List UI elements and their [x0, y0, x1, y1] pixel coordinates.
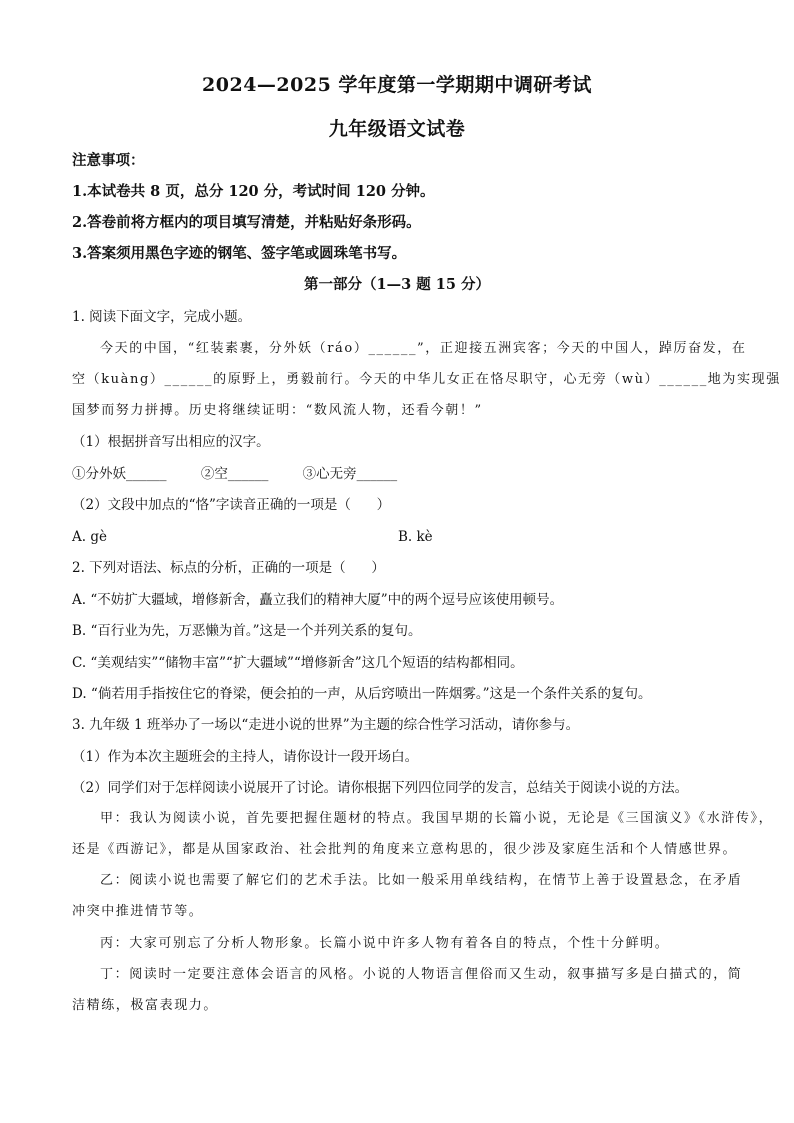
q3-stem: 3. 九年级 1 班举办了一场以“走进小说的世界”为主题的综合性学习活动，请你参与。 [72, 717, 580, 733]
q3-bing-line: 丙：大家可别忘了分析人物形象。长篇小说中许多人物有着各自的特点，个性十分鲜明。 [100, 936, 670, 951]
q3-jia-line-2: 还是《西游记》，都是从国家政治、社会批判的角度来立意构思的，很少涉及家庭生活和个人情感世界。 [72, 842, 738, 857]
q2-option-d: D. “倘若用手指按住它的脊梁，便会拍的一声，从后窍喷出一阵烟雾。”这是一个条件关系的复句。 [72, 686, 652, 702]
q3-ding-line-2: 洁精练，极富表现力。 [72, 998, 219, 1013]
q3-sub2: （2）同学们对于怎样阅读小说展开了讨论。请你根据下列四位同学的发言，总结关于阅读小说的方法。 [72, 780, 689, 796]
notice-item-2: 2.答卷前将方框内的项目填写清楚，并粘贴好条形码。 [72, 214, 421, 231]
q1-sub2: （2）文段中加点的“恪”字读音正确的一项是（ ） [72, 497, 391, 513]
q3-yi-line-2: 冲突中推进情节等。 [72, 904, 204, 919]
exam-subtitle: 九年级语文试卷 [328, 118, 466, 140]
q1-option-a: A. gè [72, 529, 107, 545]
q1-passage-line-1: 今天的中国，“红装素裹，分外妖（ráo）______”，正迎接五洲宾客；今天的中国人，踔厉奋发，在 [100, 341, 747, 356]
q1-stem: 1. 阅读下面文字，完成小题。 [72, 309, 252, 325]
notice-item-1: 1.本试卷共 8 页，总分 120 分，考试时间 120 分钟。 [72, 183, 435, 200]
notice-heading: 注意事项： [72, 152, 145, 169]
q1-option-b: B. kè [398, 529, 433, 545]
q3-yi-line-1: 乙：阅读小说也需要了解它们的艺术手法。比如一般采用单线结构，在情节上善于设置悬念，在矛盾 [100, 873, 743, 888]
q3-ding-line-1: 丁：阅读时一定要注意体会语言的风格。小说的人物语言俚俗而又生动，叙事描写多是白描式的，简 [100, 967, 743, 982]
q1-passage-line-3: 国梦而努力拼搏。历史将继续证明：“数风流人物，还看今朝！” [72, 403, 483, 418]
q1-blanks: ①分外妖______ ②空______ ③心无旁______ [72, 466, 398, 482]
q1-sub1: （1）根据拼音写出相应的汉字。 [72, 434, 270, 450]
q2-option-c: C. “美观结实”“储物丰富”“扩大疆域”“增修新舍”这几个短语的结构都相同。 [72, 655, 524, 671]
q2-option-b: B. “百行业为先，万恶懒为首。”这是一个并列关系的复句。 [72, 623, 422, 639]
q2-option-a: A. “不妨扩大疆域，增修新舍，矗立我们的精神大厦”中的两个逗号应该使用顿号。 [72, 592, 564, 608]
q2-stem: 2. 下列对语法、标点的分析，正确的一项是（ ） [72, 560, 385, 576]
exam-title: 2024—2025 学年度第一学期期中调研考试 [202, 74, 592, 96]
q3-jia-line-1: 甲：我认为阅读小说，首先要把握住题材的特点。我国早期的长篇小说，无论是《三国演义》《水浒传》， [100, 811, 774, 826]
notice-item-3: 3.答案须用黑色字迹的钢笔、签字笔或圆珠笔书写。 [72, 245, 407, 262]
part1-heading: 第一部分（1—3 题 15 分） [304, 276, 490, 293]
q3-sub1: （1）作为本次主题班会的主持人，请你设计一段开场白。 [72, 749, 419, 765]
q1-passage-line-2: 空（kuàng）______的原野上，勇毅前行。今天的中华儿女正在恪尽职守，心无旁（wù）______地为实现强 [72, 372, 781, 387]
